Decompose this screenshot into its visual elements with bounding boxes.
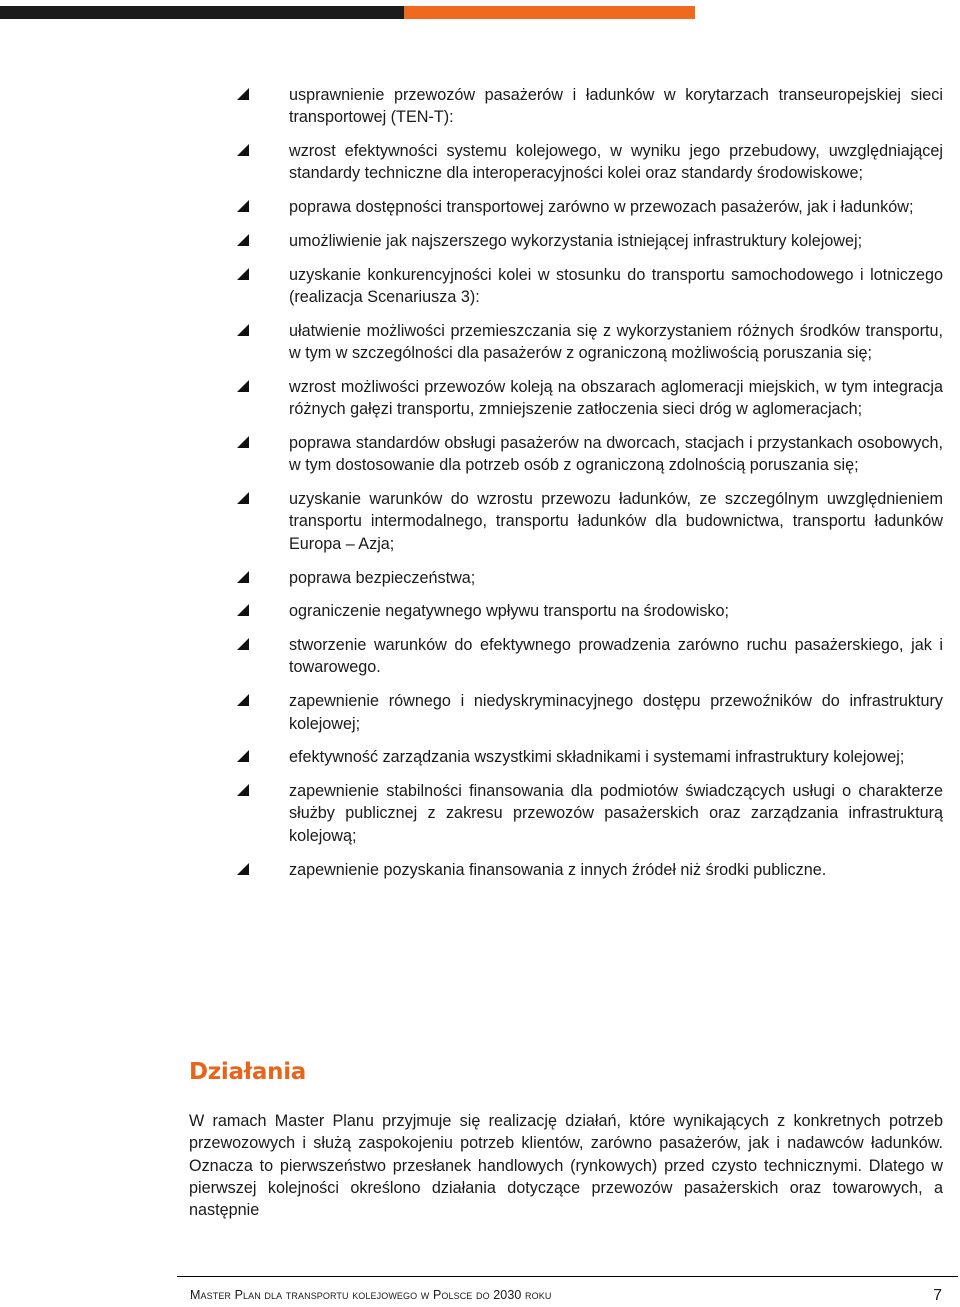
list-item-text: ułatwienie możliwości przemieszczania się z wykorzystaniem różnych środków transportu, w tym w szczególności dla pasażerów z ograniczoną możliwością poruszania się; xyxy=(289,321,943,363)
list-item-text: zapewnienie równego i niedyskryminacyjnego dostępu przewoźników do infrastruktury kolejowej; xyxy=(289,692,943,733)
list-item xyxy=(0,320,960,365)
list-item-text: wzrost możliwości przewozów koleją na obszarach aglomeracji miejskich, w tym integracja różnych gałęzi transportu, zmniejszenie zatłoczenia sieci dróg w aglomeracjach; xyxy=(289,377,943,419)
list-item-text: ograniczenie negatywnego wpływu transportu na środowisko; xyxy=(289,602,730,621)
page-number: 7 xyxy=(933,1287,942,1304)
bullet-flag-icon xyxy=(237,234,249,246)
list-item-text: zapewnienie pozyskania finansowania z innych źródeł niż środki publiczne. xyxy=(289,860,827,879)
list-item-text: efektywność zarządzania wszystkimi składnikami i systemami infrastruktury kolejowej; xyxy=(289,748,905,767)
bullet-flag-icon xyxy=(237,200,249,212)
bullet-flag-icon xyxy=(237,694,249,706)
list-item xyxy=(0,84,960,129)
bullet-flag-icon xyxy=(237,571,249,583)
list-item xyxy=(0,746,960,768)
list-item-text: uzyskanie konkurencyjności kolei w stosunku do transportu samochodowego i lotniczego (realizacja Scenariusza 3): xyxy=(289,265,943,307)
list-item xyxy=(0,488,960,555)
list-item-text: wzrost efektywności systemu kolejowego, w wyniku jego przebudowy, uwzględniającej standardy techniczne dla interoperacyjności kolei oraz standardy środowiskowe; xyxy=(289,142,943,183)
list-item-text: zapewnienie stabilności finansowania dla podmiotów świadczących usługi o charakterze służby publicznej z zakresu przewozów pasażerskich oraz zarządzania infrastrukturą kolejową; xyxy=(289,782,943,845)
section-heading: Działania xyxy=(189,1059,307,1085)
bullet-flag-icon xyxy=(237,492,249,504)
bullet-flag-icon xyxy=(237,638,249,650)
bullet-flag-icon xyxy=(237,88,249,100)
header-bar-accent xyxy=(404,6,695,19)
list-item xyxy=(0,600,960,622)
bullet-flag-icon xyxy=(237,750,249,762)
list-item xyxy=(0,376,960,421)
bullet-flag-icon xyxy=(237,144,249,156)
list-item xyxy=(0,264,960,309)
footer-title: Master Plan dla transportu kolejowego w Polsce do 2030 roku xyxy=(190,1288,552,1302)
list-item-text: stworzenie warunków do efektywnego prowadzenia zarówno ruchu pasażerskiego, jak i towarowego. xyxy=(289,636,943,677)
list-item xyxy=(0,567,960,589)
bullet-flag-icon xyxy=(237,380,249,392)
bullet-flag-icon xyxy=(237,436,249,448)
list-item xyxy=(0,230,960,252)
list-item xyxy=(0,690,960,735)
list-item-text: poprawa bezpieczeństwa; xyxy=(289,568,476,587)
footer-rule xyxy=(177,1276,958,1277)
objectives-list xyxy=(0,84,960,892)
list-item-text: umożliwienie jak najszerszego wykorzystania istniejącej infrastruktury kolejowej; xyxy=(289,231,863,250)
list-item-text: poprawa standardów obsługi pasażerów na dworcach, stacjach i przystankach osobowych, w tym dostosowanie dla potrzeb osób z ograniczoną zdolnością poruszania się; xyxy=(289,434,943,475)
list-item xyxy=(0,432,960,477)
bullet-flag-icon xyxy=(237,784,249,796)
list-item-text: uzyskanie warunków do wzrostu przewozu ładunków, ze szczególnym uwzględnieniem transportu intermodalnego, transportu ładunków dla budownictwa, transportu ładunków Europa – Azja; xyxy=(289,490,943,553)
list-item xyxy=(0,859,960,881)
list-item-text: usprawnienie przewozów pasażerów i ładunków w korytarzach transeuropejskiej sieci transportowej (TEN-T): xyxy=(289,86,943,127)
bullet-flag-icon xyxy=(237,604,249,616)
list-item xyxy=(0,140,960,185)
list-item-text: poprawa dostępności transportowej zarówno w przewozach pasażerów, jak i ładunków; xyxy=(289,198,914,217)
list-item xyxy=(0,634,960,679)
list-item xyxy=(0,780,960,847)
list-item xyxy=(0,196,960,218)
body-paragraph: W ramach Master Planu przyjmuje się realizację działań, które wynikających z konkretnych potrzeb przewozowych i służą zaspokojeniu potrzeb klientów, zarówno pasażerów, jak i nadawców ładunków. Oznacza to pierwszeństwo przesłanek handlowych (rynkowych) przed czysto technicznymi. Dlatego w pierwszej kolejności określono działania dotyczące przewozów pasażerskich oraz towarowych, a następnie xyxy=(189,1112,943,1220)
bullet-flag-icon xyxy=(237,863,249,875)
header-bar-dark xyxy=(0,6,404,19)
bullet-flag-icon xyxy=(237,268,249,280)
bullet-flag-icon xyxy=(237,324,249,336)
